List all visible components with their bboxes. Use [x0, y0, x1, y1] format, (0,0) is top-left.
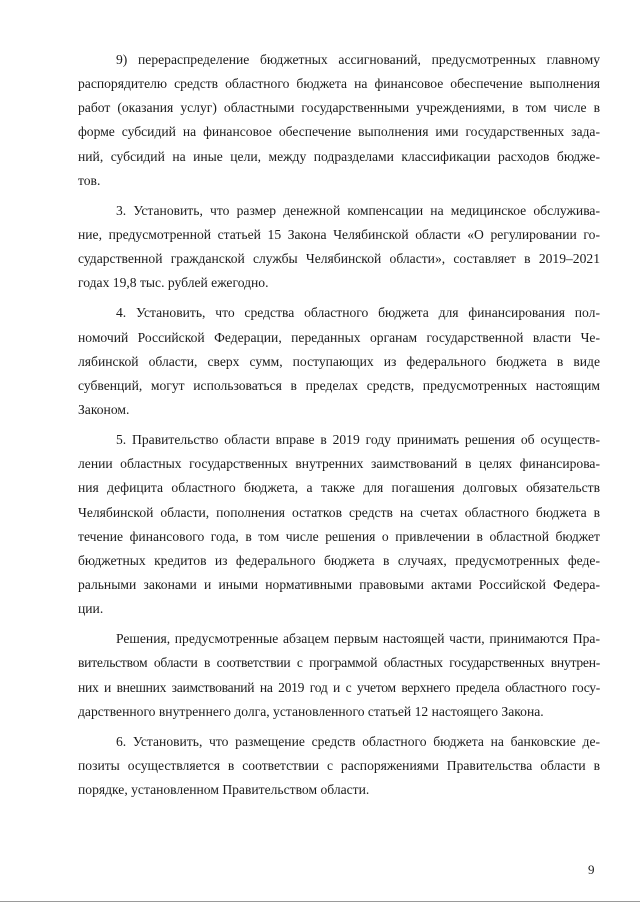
section-6-line: порядке, установленном Правительством области. — [78, 782, 370, 798]
section-5-paragraph-2-line: вительством области в соответствии с программой областных государственных внутрен- — [78, 655, 600, 671]
section-3-line: сударственной гражданской службы Челябинской области», составляет в 2019–2021 — [78, 251, 600, 267]
item-9-line: форме субсидий на финансовое обеспечение выполнения ими государственных зада- — [78, 124, 600, 140]
item-9-line: распорядителю средств областного бюджета на финансовое обеспечение выполнения — [78, 76, 600, 92]
section-5-line: Челябинской области, пополнения остатков средств на счетах областного бюджета в — [78, 504, 600, 520]
item-9-line: работ (оказания услуг) областными государственными учреждениями, в том числе в — [78, 100, 600, 116]
section-4-line: лябинской области, сверх сумм, поступающих из федерального бюджета в виде — [78, 353, 600, 369]
section-6-line: позиты осуществляется в соответствии с распоряжениями Правительства области в — [78, 757, 600, 773]
page-bottom-edge — [0, 901, 640, 902]
section-4-line: субвенций, могут использоваться в пределах средств, предусмотренных настоящим — [78, 377, 600, 393]
section-5-line: ральными законами и иными нормативными правовыми актами Российской Федера- — [78, 576, 600, 592]
section-6-line: 6. Установить, что размещение средств областного бюджета на банковские де- — [116, 733, 600, 749]
section-5-line: ции. — [78, 601, 104, 617]
section-5-line: течение финансового года, в том числе решения о привлечении в областной бюджет — [78, 528, 600, 544]
section-4-line: номочий Российской Федерации, переданных органам государственной власти Че- — [78, 329, 600, 345]
section-4-line: Законом. — [78, 401, 130, 417]
page-number: 9 — [588, 862, 595, 877]
section-3-line: годах 19,8 тыс. рублей ежегодно. — [78, 275, 269, 291]
section-5-paragraph-2-line: дарственного внутреннего долга, установленного статьей 12 настоящего Закона. — [78, 703, 544, 719]
section-5-paragraph-2-line: них и внешних заимствований на 2019 год и с учетом верхнего предела областного госу- — [78, 679, 600, 695]
section-3-line: 3. Установить, что размер денежной компенсации на медицинское обслужива- — [116, 202, 600, 218]
item-9-line: 9) перераспределение бюджетных ассигнований, предусмотренных главному — [116, 52, 600, 67]
section-5-line: 5. Правительство области вправе в 2019 году принимать решения об осуществ- — [116, 432, 600, 448]
section-3-line: ние, предусмотренной статьей 15 Закона Челябинской области «О регулировании го- — [78, 226, 600, 242]
document-body — [78, 48, 600, 802]
section-5-line: лении областных государственных внутренних заимствований в целях финансирова- — [78, 456, 600, 472]
section-5-paragraph-2-line: Решения, предусмотренные абзацем первым настоящей части, принимаются Пра- — [116, 631, 600, 647]
section-5-line: бюджетных кредитов из федерального бюджета в случаях, предусмотренных феде- — [78, 552, 600, 568]
item-9-line: ний, субсидий на иные цели, между подразделами классификации расходов бюдже- — [78, 148, 600, 164]
item-9-line: тов. — [78, 172, 101, 188]
section-4-line: 4. Установить, что средства областного бюджета для финансирования пол- — [116, 305, 600, 321]
section-5-line: ния дефицита областного бюджета, а также для погашения долговых обязательств — [78, 480, 600, 496]
